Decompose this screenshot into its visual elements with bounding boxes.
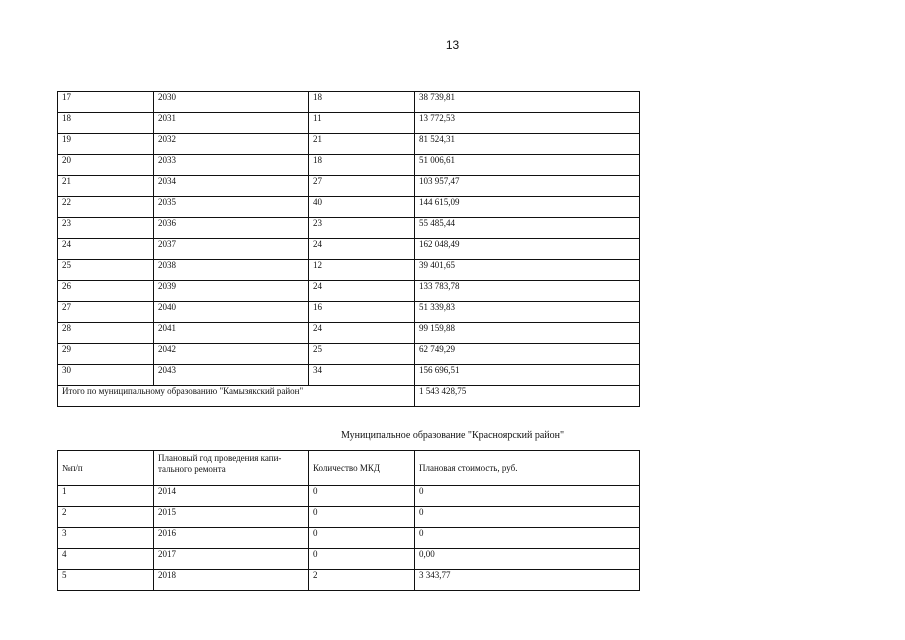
cell-cost: 62 749,29 (415, 344, 640, 365)
cell-building-count: 18 (309, 92, 415, 113)
cell-building-count: 34 (309, 365, 415, 386)
total-value: 1 543 428,75 (415, 386, 640, 407)
cell-number: 4 (58, 549, 154, 570)
cell-cost: 0 (415, 507, 640, 528)
cell-number: 25 (58, 260, 154, 281)
cell-number: 17 (58, 92, 154, 113)
cell-number: 18 (58, 113, 154, 134)
cell-building-count: 12 (309, 260, 415, 281)
cell-year: 2016 (154, 528, 309, 549)
cell-building-count: 21 (309, 134, 415, 155)
cell-number: 1 (58, 486, 154, 507)
cell-year: 2033 (154, 155, 309, 176)
table-row (58, 281, 640, 302)
cell-number: 23 (58, 218, 154, 239)
table-row (58, 486, 640, 507)
cell-number: 24 (58, 239, 154, 260)
table-row (58, 549, 640, 570)
cell-building-count: 0 (309, 549, 415, 570)
cell-number: 26 (58, 281, 154, 302)
cell-building-count: 0 (309, 528, 415, 549)
table-row (58, 155, 640, 176)
cell-cost: 51 006,61 (415, 155, 640, 176)
cell-cost: 0 (415, 528, 640, 549)
section-title: Муниципальное образование "Красноярский район" (340, 430, 565, 441)
table-row (58, 570, 640, 591)
table-row (58, 344, 640, 365)
cell-building-count: 18 (309, 155, 415, 176)
table-row (58, 197, 640, 218)
cell-year: 2042 (154, 344, 309, 365)
cell-building-count: 0 (309, 486, 415, 507)
table-header-row (58, 451, 640, 486)
cell-year: 2036 (154, 218, 309, 239)
cell-year: 2017 (154, 549, 309, 570)
cell-cost: 51 339,83 (415, 302, 640, 323)
cell-number: 22 (58, 197, 154, 218)
cell-number: 28 (58, 323, 154, 344)
table-row (58, 218, 640, 239)
table-row (58, 528, 640, 549)
cell-number: 27 (58, 302, 154, 323)
total-row (58, 386, 640, 407)
table-row (58, 134, 640, 155)
cell-building-count: 2 (309, 570, 415, 591)
cell-building-count: 24 (309, 323, 415, 344)
cell-building-count: 25 (309, 344, 415, 365)
cell-building-count: 23 (309, 218, 415, 239)
header-number: №п/п (58, 451, 154, 486)
cell-cost: 81 524,31 (415, 134, 640, 155)
cell-building-count: 24 (309, 281, 415, 302)
cell-number: 20 (58, 155, 154, 176)
cell-building-count: 27 (309, 176, 415, 197)
table-row (58, 92, 640, 113)
cell-year: 2015 (154, 507, 309, 528)
header-planned-cost: Плановая стоимость, руб. (415, 451, 640, 486)
page-number: 13 (445, 38, 460, 52)
repair-schedule-table-kamyzyak (57, 91, 640, 407)
cell-year: 2031 (154, 113, 309, 134)
header-planned-year: Плановый год проведения капи-тального ремонта (154, 451, 309, 486)
cell-number: 30 (58, 365, 154, 386)
cell-year: 2041 (154, 323, 309, 344)
table-row (58, 176, 640, 197)
cell-year: 2037 (154, 239, 309, 260)
cell-cost: 99 159,88 (415, 323, 640, 344)
cell-building-count: 40 (309, 197, 415, 218)
cell-cost: 38 739,81 (415, 92, 640, 113)
cell-number: 5 (58, 570, 154, 591)
cell-building-count: 11 (309, 113, 415, 134)
cell-year: 2039 (154, 281, 309, 302)
cell-cost: 162 048,49 (415, 239, 640, 260)
table-row (58, 260, 640, 281)
cell-number: 3 (58, 528, 154, 549)
cell-building-count: 16 (309, 302, 415, 323)
cell-number: 29 (58, 344, 154, 365)
cell-cost: 55 485,44 (415, 218, 640, 239)
cell-cost: 0 (415, 486, 640, 507)
cell-cost: 13 772,53 (415, 113, 640, 134)
cell-year: 2032 (154, 134, 309, 155)
cell-cost: 156 696,51 (415, 365, 640, 386)
header-building-count: Количество МКД (309, 451, 415, 486)
cell-number: 21 (58, 176, 154, 197)
cell-cost: 133 783,78 (415, 281, 640, 302)
cell-year: 2038 (154, 260, 309, 281)
cell-cost: 144 615,09 (415, 197, 640, 218)
cell-number: 19 (58, 134, 154, 155)
cell-cost: 39 401,65 (415, 260, 640, 281)
cell-cost: 0,00 (415, 549, 640, 570)
repair-schedule-table-krasnoyarsk (57, 450, 640, 591)
cell-year: 2018 (154, 570, 309, 591)
table-row (58, 239, 640, 260)
table-row (58, 365, 640, 386)
cell-number: 2 (58, 507, 154, 528)
cell-year: 2035 (154, 197, 309, 218)
cell-year: 2040 (154, 302, 309, 323)
table-row (58, 302, 640, 323)
total-label: Итого по муниципальному образованию "Камызякский район" (58, 386, 415, 407)
cell-cost: 103 957,47 (415, 176, 640, 197)
cell-year: 2043 (154, 365, 309, 386)
table-row (58, 113, 640, 134)
cell-year: 2034 (154, 176, 309, 197)
cell-cost: 3 343,77 (415, 570, 640, 591)
cell-year: 2014 (154, 486, 309, 507)
table-row (58, 323, 640, 344)
cell-building-count: 0 (309, 507, 415, 528)
cell-building-count: 24 (309, 239, 415, 260)
cell-year: 2030 (154, 92, 309, 113)
table-row (58, 507, 640, 528)
